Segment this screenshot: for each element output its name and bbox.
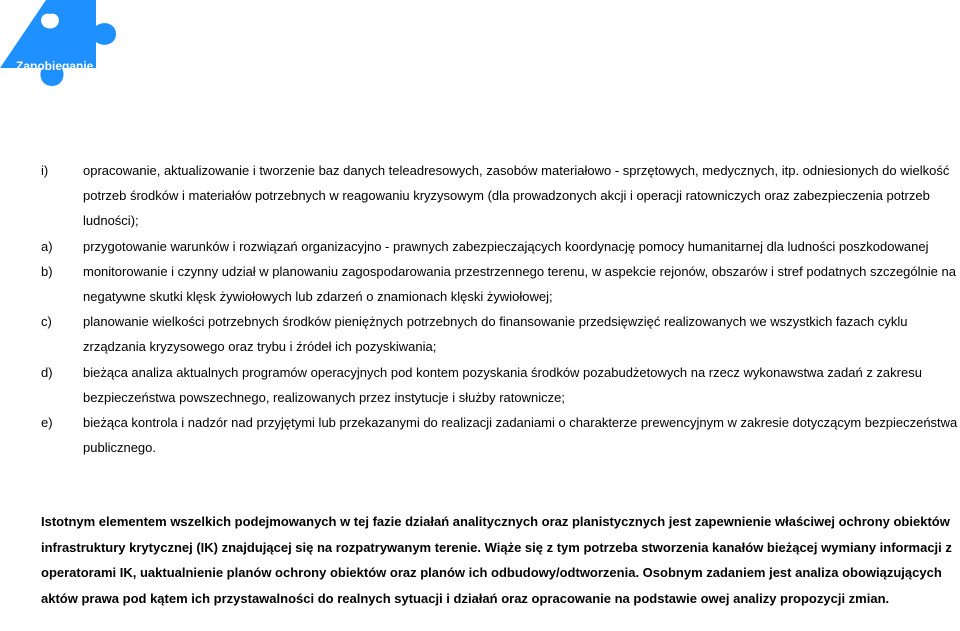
list-item	[41, 259, 959, 309]
list-item-text: opracowanie, aktualizowanie i tworzenie baz danych teleadresowych, zasobów materiałowo - sprzętowych, medycznych, itp. odniesionych do wielkość potrzeb środków i materiałów potrzebnych w reagowaniu kryzysowym (dla prowadzonych akcji i operacji ratowniczych oraz zabezpieczenia potrzeb ludności);	[83, 163, 950, 229]
list-item-marker: e)	[41, 415, 53, 431]
list-item-marker: i)	[41, 163, 49, 178]
measures-list	[41, 158, 959, 460]
list-item-text: bieżąca kontrola i nadzór nad przyjętymi lub przekazanymi do realizacji zadaniami o charakterze prewencyjnym w zakresie dotyczącym bezpieczeństwa publicznego.	[83, 415, 958, 456]
list-item-marker: a)	[41, 238, 53, 254]
list-item-text: bieżąca analiza aktualnych programów operacyjnych pod kontem pozyskania środków pozabudżetowych na rzecz wykonawstwa zadań z zakresu bezpieczeństwa powszechnego, realizowanych przez instytucje i służby ratownicze;	[83, 364, 922, 405]
list-item-marker: d)	[41, 364, 53, 380]
list-item-marker: c)	[41, 314, 52, 330]
puzzle-badge	[0, 0, 140, 120]
badge-label: Zapobieganie	[16, 59, 94, 73]
list-item-text: przygotowanie warunków i rozwiązań organizacyjno - prawnych zabezpieczających koordynację pomocy humanitarnej dla ludności poszkodowanej	[83, 238, 929, 254]
list-item	[41, 234, 959, 259]
list-item	[41, 309, 959, 359]
list-item	[41, 410, 959, 460]
list-item-text: planowanie wielkości potrzebnych środków pieniężnych potrzebnych do finansowanie przedsięwzięć realizowanych we wszystkich fazach cyklu zrządzania kryzysowego oraz trybu i źródeł ich pozyskiwania;	[83, 314, 908, 355]
list-item-marker: b)	[41, 263, 53, 279]
closing-paragraph: Istotnym elementem wszelkich podejmowanych w tej fazie działań analitycznych oraz planistycznych jest zapewnienie właściwej ochrony obiektów infrastruktury krytycznej (IK) znajdującej się na rozpatrywanym terenie. Wiąże się z tym potrzeba stworzenia kanałów bieżącej wymiany informacji z operatorami IK, uaktualnienie planów ochrony obiektów oraz planów ich odbudowy/odtworzenia. Osobnym zadaniem jest analiza obowiązujących aktów prawa pod kątem ich przystawalności do realnych sytuacji i działań oraz opracowanie na podstawie owej analizy propozycji zmian.	[41, 514, 952, 606]
list-item-text: monitorowanie i czynny udział w planowaniu zagospodarowania przestrzennego terenu, w aspekcie rejonów, obszarów i stref podatnych szczególnie na negatywne skutki klęsk żywiołowych lub zdarzeń o znamionach klęski żywiołowej;	[83, 263, 956, 305]
list-item	[41, 360, 959, 410]
list-item	[41, 158, 959, 234]
